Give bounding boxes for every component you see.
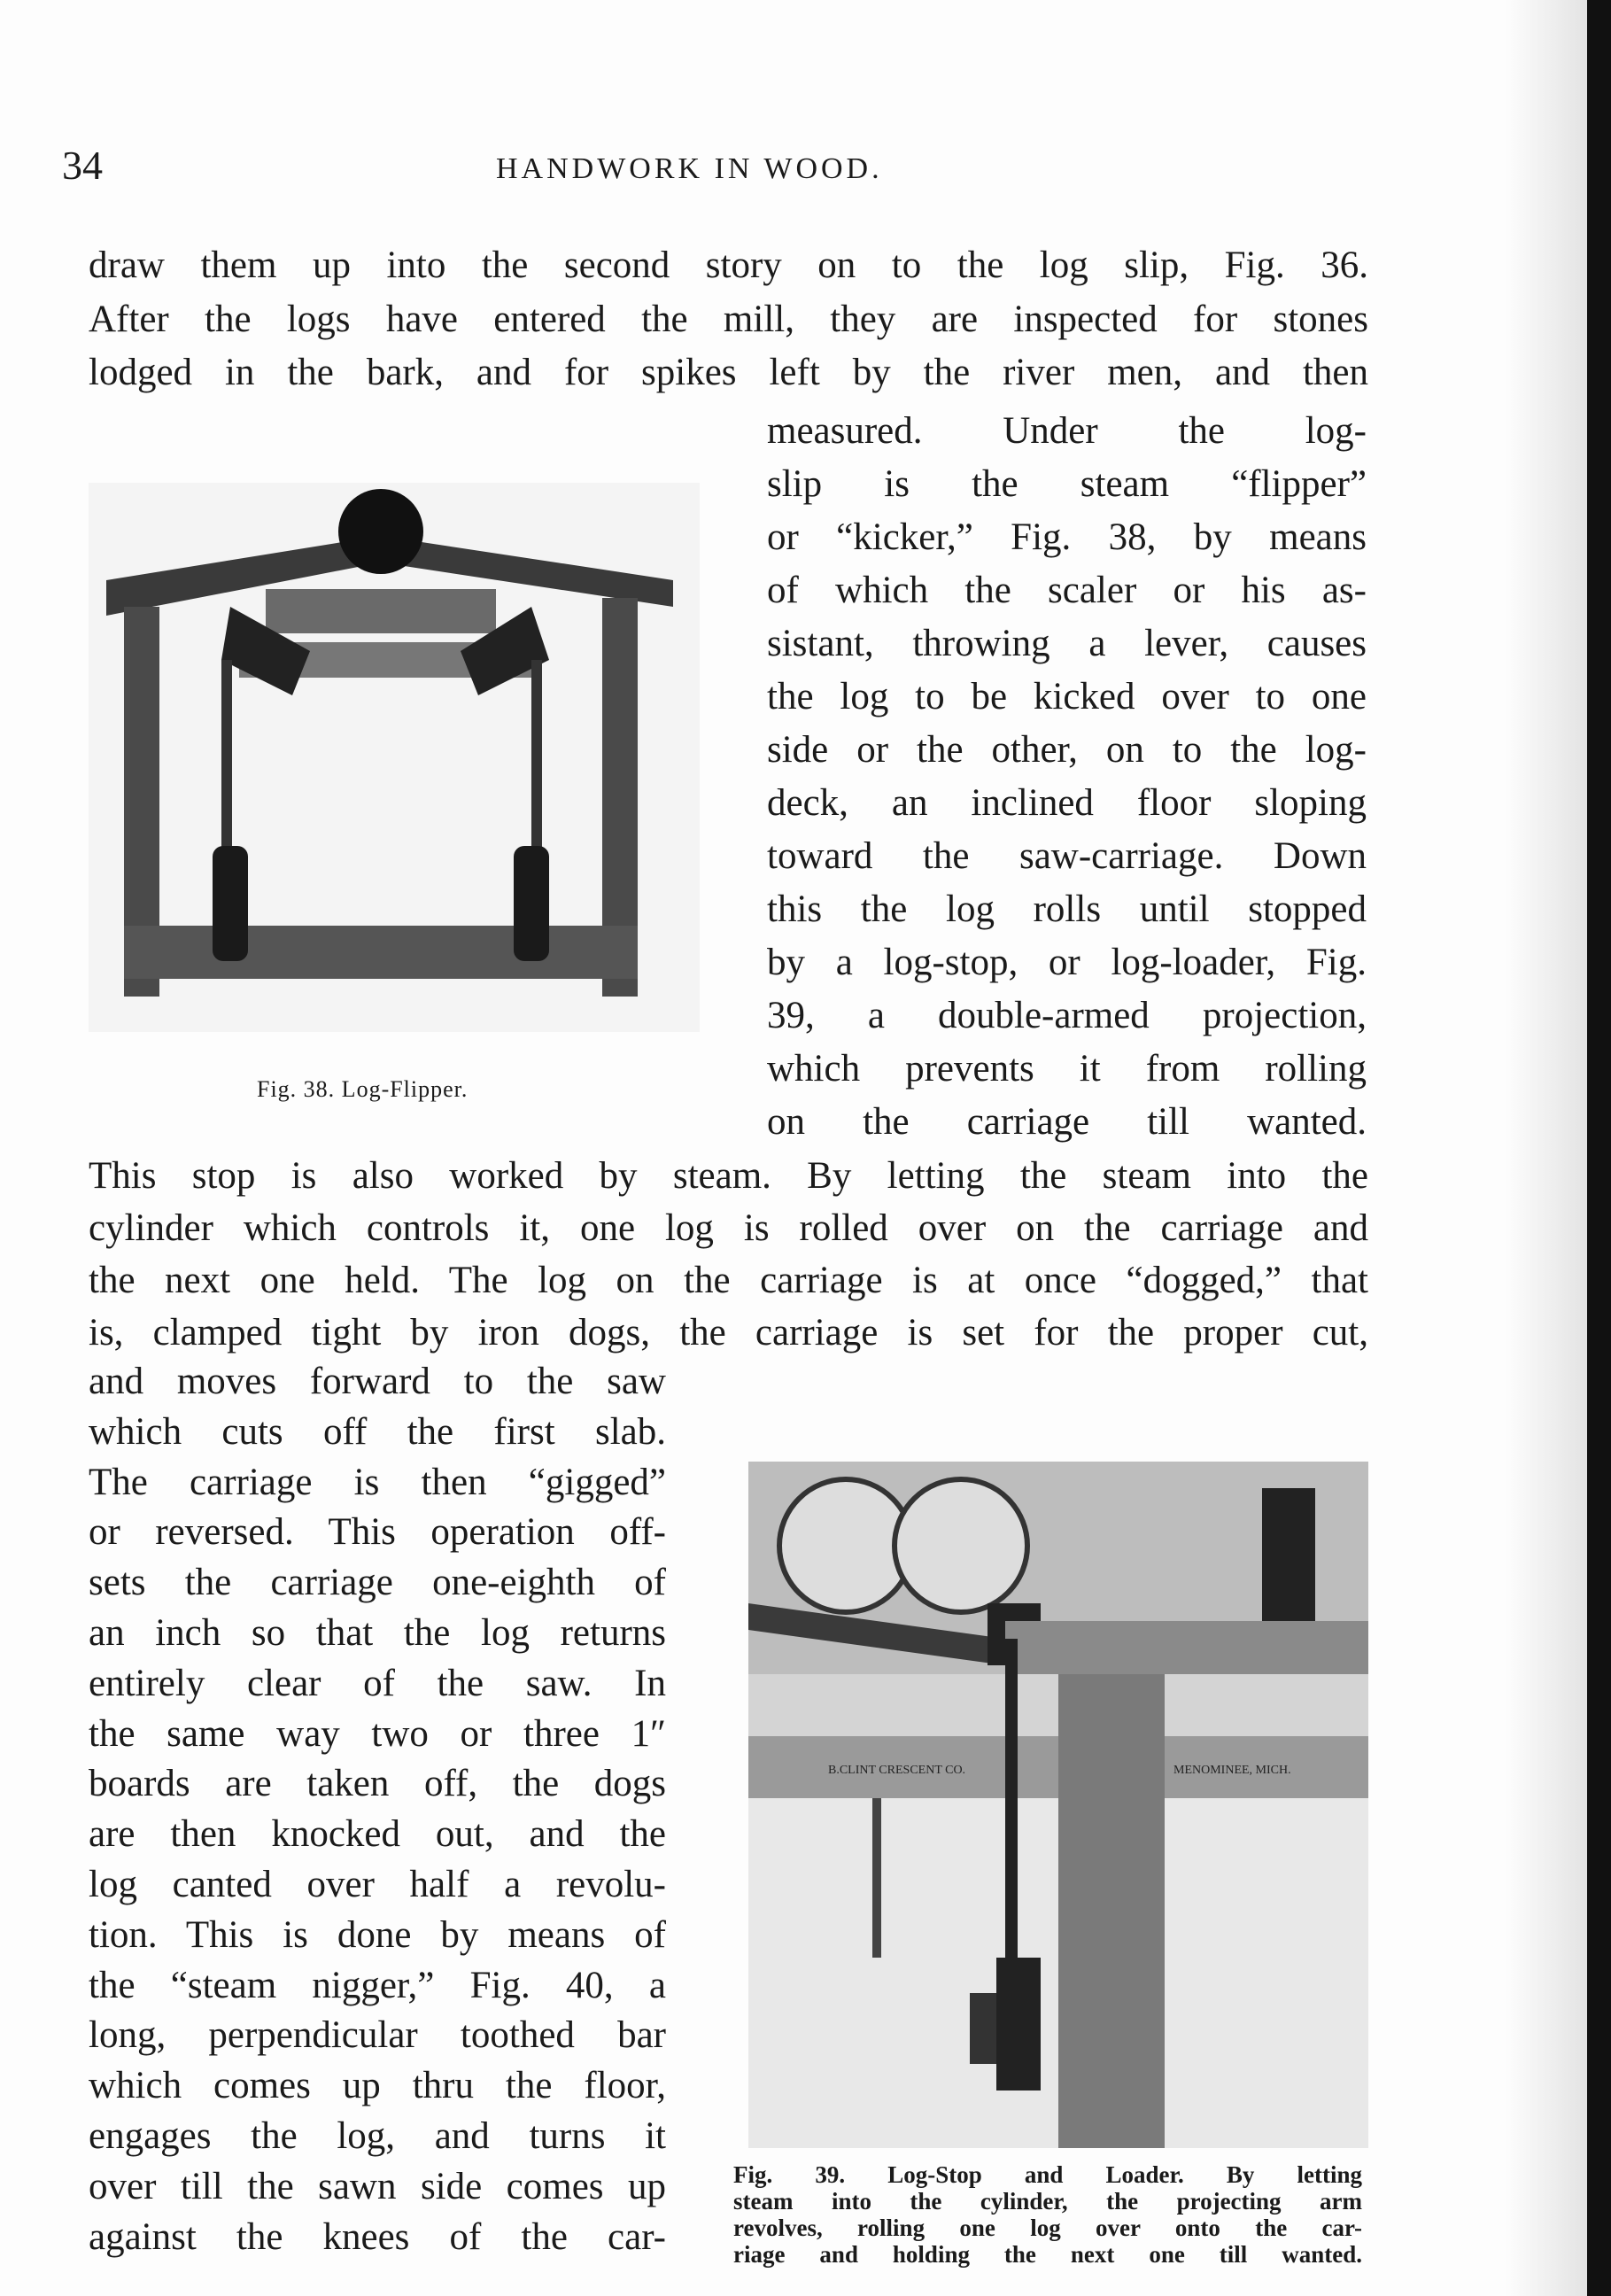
text-line: This stop is also worked by steam. By letting the steam into the [89,1155,1368,1197]
text-line: long, perpendicular toothed bar [89,2014,666,2057]
text-line: tion. This is done by means of [89,1913,666,1956]
text-line: or “kicker,” Fig. 38, by means [767,516,1367,558]
figure-38-caption: Fig. 38. Log-Flipper. [257,1076,469,1102]
text-line: side or the other, on to the log- [767,729,1367,771]
text-line: After the logs have entered the mill, they are inspected for stones [89,298,1368,340]
text-line: on the carriage till wanted. [767,1101,1367,1143]
book-binding-edge [1587,0,1611,2296]
text-line: sistant, throwing a lever, causes [767,623,1367,664]
text-line: or reversed. This operation off- [89,1511,666,1554]
text-line: which prevents it from rolling [767,1048,1367,1090]
text-line: toward the saw-carriage. Down [767,835,1367,877]
running-title: HANDWORK IN WOOD. [496,152,883,185]
text-line: lodged in the bark, and for spikes left by the river men, and then [89,352,1368,393]
text-line: sets the carriage one-eighth of [89,1562,666,1604]
text-line: log canted over half a revolu- [89,1864,666,1905]
text-line: measured. Under the log- [767,410,1367,452]
figure-39-log-stop-image [748,1462,1368,2148]
text-line: entirely clear of the saw. In [89,1662,666,1704]
figure-39-sign-left: B.CLINT CRESCENT CO. [828,1764,966,1777]
figure-39-sign-right: MENOMINEE, MICH. [1173,1764,1291,1777]
text-line: boards are taken off, the dogs [89,1763,666,1805]
text-line: the same way two or three 1″ [89,1712,666,1755]
text-line: is, clamped tight by iron dogs, the carriage is set for the proper cut, [89,1312,1368,1354]
figure-39-caption-line: revolves, rolling one log over onto the car- [733,2215,1362,2241]
text-line: of which the scaler or his as- [767,570,1367,611]
text-line: deck, an inclined floor sloping [767,782,1367,824]
figure-39-caption-line: Fig. 39. Log-Stop and Loader. By letting [733,2161,1362,2188]
text-line: 39, a double-armed projection, [767,995,1367,1036]
text-line: The carriage is then “gigged” [89,1461,666,1503]
figure-39-caption [733,2161,1362,2268]
text-line: an inch so that the log returns [89,1612,666,1654]
text-line: and moves forward to the saw [89,1361,666,1402]
text-line: draw them up into the second story on to the log slip, Fig. 36. [89,244,1368,286]
page-edge-shadow [1506,0,1587,2296]
text-line: by a log-stop, or log-loader, Fig. [767,942,1367,983]
text-line: slip is the steam “flipper” [767,463,1367,505]
text-line: the “steam nigger,” Fig. 40, a [89,1964,666,2006]
text-line: the log to be kicked over to one [767,676,1367,718]
text-line: which comes up thru the floor, [89,2065,666,2107]
text-line: engages the log, and turns it [89,2115,666,2157]
text-line: which cuts off the first slab. [89,1410,666,1453]
figure-38-log-flipper-image [89,483,700,1032]
text-line: cylinder which controls it, one log is rolled over on the carriage and [89,1207,1368,1249]
text-line: the next one held. The log on the carriage is at once “dogged,” that [89,1260,1368,1301]
figure-39-caption-line: riage and holding the next one till wanted. [733,2241,1362,2268]
text-line: against the knees of the car- [89,2215,666,2258]
figure-39-caption-line: steam into the cylinder, the projecting arm [733,2188,1362,2215]
text-line: this the log rolls until stopped [767,888,1367,930]
text-line: over till the sawn side comes up [89,2165,666,2207]
page-number: 34 [62,143,103,188]
text-line: are then knocked out, and the [89,1813,666,1856]
